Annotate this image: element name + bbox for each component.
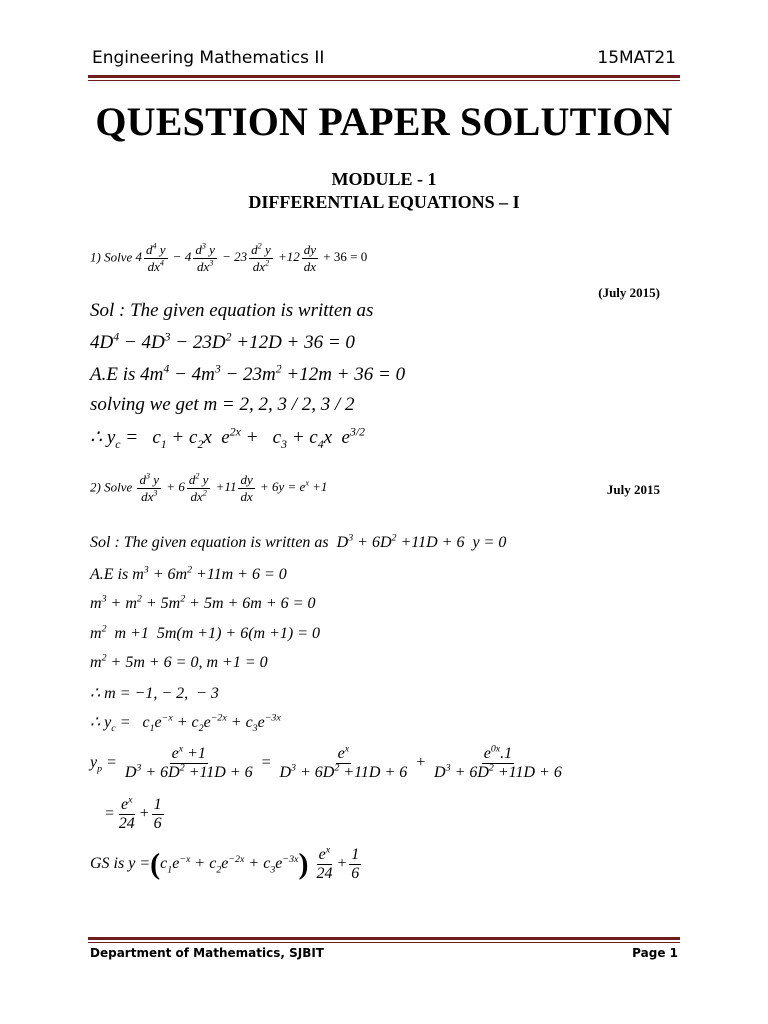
- course-title: Engineering Mathematics II: [92, 48, 325, 68]
- q2-complementary-function: ∴ $y_c = c_1e^{-x} + c_2e^{-2x} + c_3e^{-3x}$: [90, 712, 281, 735]
- q1-operator-form: $4D^4 - 4D^3 - 23D^2 +12D + 36 = 0$: [90, 330, 355, 353]
- q1-solving-label: solving we get: [90, 394, 199, 415]
- q2-factor-step-2: $m^2$ m +1 5m(m +1) + 6(m +1) = 0: [90, 623, 321, 642]
- question-2-label: 2) Solve: [90, 479, 133, 495]
- q1-roots: [90, 394, 355, 416]
- q2-factor-step-1: $m^3 + m^2 + 5m^2 + 5m + 6m + 6 = 0$: [90, 593, 316, 612]
- page-number: Page 1: [632, 946, 678, 960]
- q2-sol-intro-text: Sol : The given equation is written as: [90, 534, 329, 551]
- page-title: QUESTION PAPER SOLUTION: [95, 99, 673, 144]
- module-number: MODULE - 1: [331, 169, 437, 189]
- question-1: [90, 242, 367, 275]
- q2-ae-prefix: A.E is: [90, 566, 129, 583]
- course-code: 15MAT21: [597, 48, 676, 68]
- page-header: [92, 48, 676, 68]
- q2-aux-equation: A.E is $m^3 + 6m^2 +11m + 6 = 0$: [90, 564, 287, 583]
- q1-roots-value: m = 2, 2, 3 / 2, 3 / 2: [203, 394, 355, 415]
- q2-factor-step-3: $m^2 + 5m + 6 = 0$, m +1 = 0: [90, 652, 268, 671]
- q1-sol-intro: Sol : The given equation is written as: [90, 300, 374, 321]
- q2-gs-prefix: GS is: [90, 855, 125, 873]
- q1-ae-prefix: A.E is: [90, 364, 136, 385]
- module-topic: DIFFERENTIAL EQUATIONS – I: [248, 192, 520, 212]
- department-name: Department of Mathematics, SJBIT: [90, 946, 324, 960]
- q1-aux-equation: A.E is $4m^4 - 4m^3 - 23m^2 +12m + 36 = 0$: [90, 362, 406, 385]
- q2-sol-intro: Sol : The given equation is written as $D^3 + 6D^2 +11D + 6$ y = 0: [90, 532, 507, 551]
- footer-rule: [88, 937, 680, 943]
- q2-roots: ∴ m = −1, − 2, − 3: [90, 685, 219, 702]
- q2-general-solution: GS is $y =(c_1e^{-x} + c_2e^{-2x} + c_3e^{-3x})$ $\frac{e^x}{24}$ + $\frac{1}{6}$: [90, 844, 360, 882]
- q1-complementary-function: ∴ $y_c = c_1 + c_2x$ $e^{2x} + c_3 + c_4x$ $e^{3/2}$: [90, 425, 366, 451]
- question-1-label: 1) Solve: [90, 249, 133, 265]
- question-1-equation: 4 $\frac{d^4 y}{dx^4}$ − 4 $\frac{d^3 y}{dx^3}$ − 23 $\frac{d^2 y}{dx^2}$ +12 $\frac{dy}{dx}$ + 36 = 0: [135, 241, 368, 274]
- module-heading: [0, 168, 768, 214]
- q2-particular-integral: $y_p$ = $\frac{e^x +1}{D^3 + 6D^2 +11D + 6}$ = $\frac{e^x}{D^3 + 6D^2 +11D + 6}$ + $\frac{e^{0x}.1}{D^3 + 6D^2 +11D + 6}$: [90, 743, 562, 781]
- header-rule: [88, 75, 680, 81]
- question-2: [90, 472, 327, 505]
- page-footer: [90, 946, 678, 960]
- question-2-equation: $\frac{d^3 y}{dx^3}$ + 6 $\frac{d^2 y}{dx^2}$ +11 $\frac{dy}{dx}$ + $6y = e^x +1$: [139, 471, 328, 504]
- question-1-date: (July 2015): [598, 285, 660, 300]
- question-2-date: July 2015: [606, 482, 660, 497]
- q2-particular-result: = $\frac{e^x}{24}$ + $\frac{1}{6}$: [104, 794, 162, 832]
